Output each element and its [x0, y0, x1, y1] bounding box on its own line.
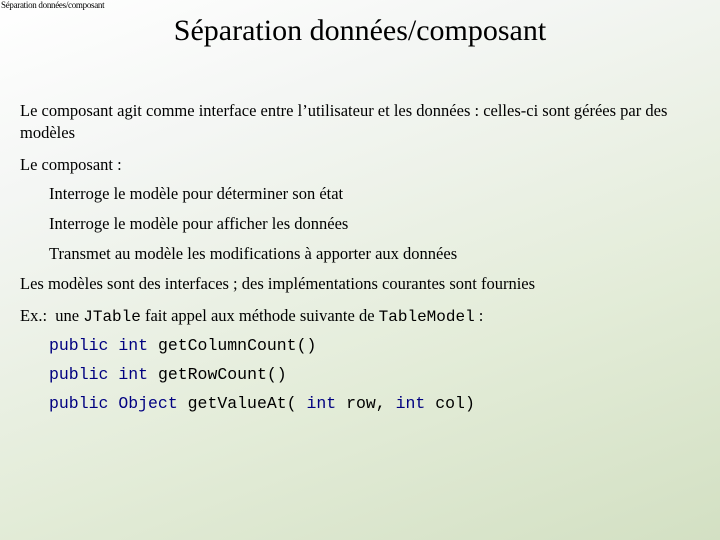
code-rest: getColumnCount() [148, 336, 317, 355]
code-keyword: public [49, 365, 109, 384]
code-rest: row, [336, 394, 396, 413]
slide-title: Séparation données/composant [173, 14, 547, 47]
example-middle: fait appel aux méthode suivante de [140, 306, 379, 325]
slide-header: Séparation données/composant [1, 0, 105, 10]
list-item: Interroge le modèle pour déterminer son état [49, 184, 344, 203]
slide-body [20, 100, 690, 422]
code-keyword: public [49, 394, 109, 413]
code-keyword: int [306, 394, 337, 413]
code-type: Object [118, 394, 178, 413]
example-prefix: Ex.: une [20, 306, 84, 325]
code-space [108, 365, 118, 384]
code-space [108, 394, 118, 413]
example-class-tablemodel: TableModel [378, 308, 475, 326]
example-class-jtable: JTable [83, 308, 141, 326]
code-type: int [118, 365, 149, 384]
code-rest: getValueAt( [177, 394, 307, 413]
paragraph-composant: Le composant : [20, 155, 122, 174]
paragraph-models: Les modèles sont des interfaces ; des implémentations courantes sont fournies [20, 274, 536, 293]
code-rest: col) [425, 394, 475, 413]
code-line [49, 335, 690, 357]
paragraph-intro: Le composant agit comme interface entre l’utilisateur et les données : celles-ci sont gérées par des modèles [20, 101, 668, 142]
code-keyword: public [49, 336, 109, 355]
code-space [108, 336, 118, 355]
code-type: int [118, 336, 149, 355]
code-line [49, 393, 690, 415]
list-item: Transmet au modèle les modifications à apporter aux données [49, 244, 458, 263]
code-line [49, 364, 690, 386]
code-keyword: int [395, 394, 426, 413]
list-item: Interroge le modèle pour afficher les données [49, 214, 349, 233]
paragraph-example [20, 305, 690, 328]
example-suffix: : [474, 306, 484, 325]
code-rest: getRowCount() [148, 365, 287, 384]
